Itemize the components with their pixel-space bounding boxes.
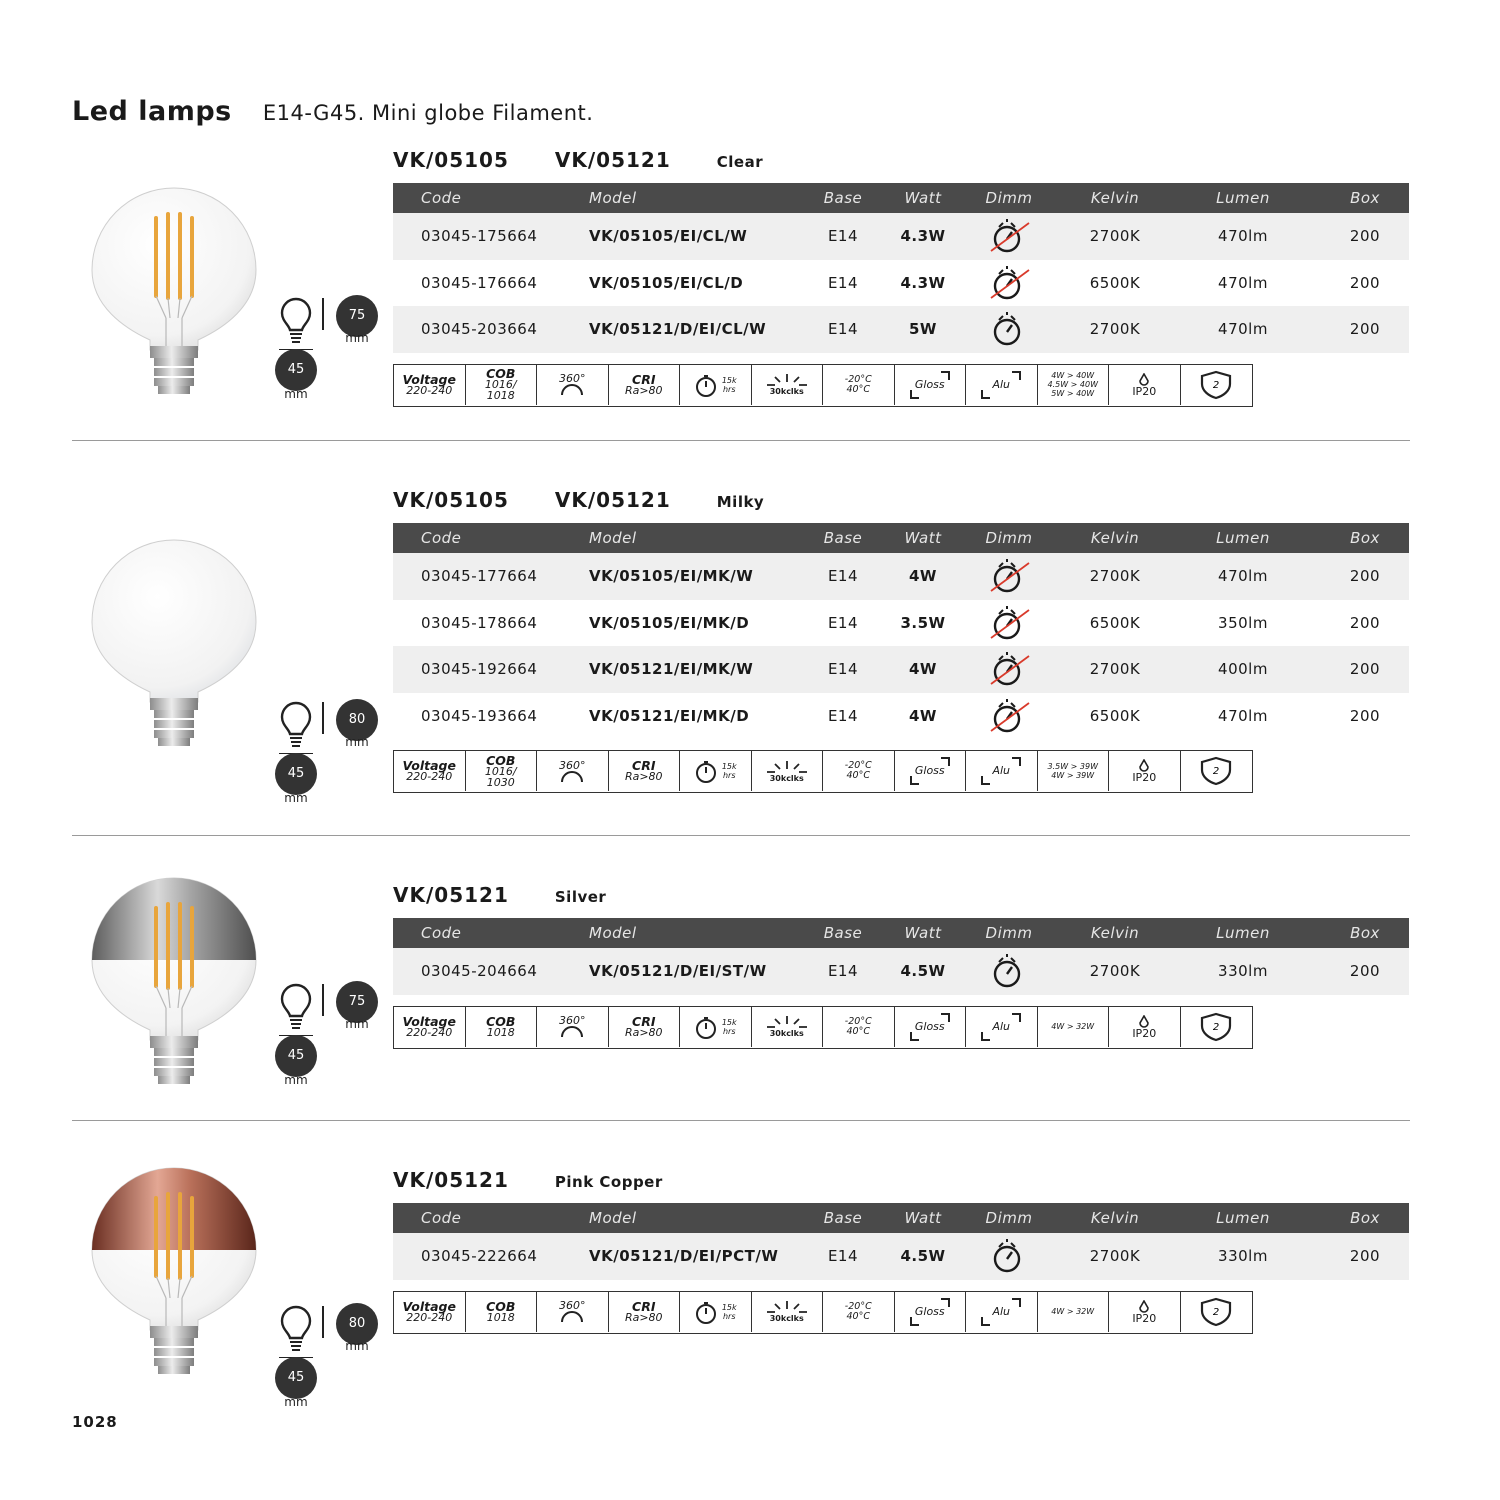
not-dimmable-icon [986,265,1032,301]
model-series: VK/05121 [554,488,671,512]
bulb-image [74,868,274,1093]
cell-model: VK/05105/EI/MK/W [559,553,793,600]
table-row [393,1233,1409,1280]
gloss-badge: Gloss [895,751,967,791]
voltage-badge: Voltage 220-240 [394,1007,466,1047]
section-heading [393,148,763,172]
model-series: VK/05121 [554,148,671,172]
column-header: Dimm [953,918,1065,948]
beam-angle-icon [559,771,585,783]
cell-watt: 4W [893,693,953,740]
column-header: Box [1321,183,1409,213]
column-header: Kelvin [1065,1203,1165,1233]
cell-kelvin: 2700K [1065,646,1165,693]
column-header: Box [1321,523,1409,553]
cell-kelvin: 2700K [1065,306,1165,353]
cell-kelvin: 2700K [1065,553,1165,600]
cell-base: E14 [793,1233,893,1280]
lifetime-badge: 15k hrs [680,1007,752,1047]
cri-badge: CRI Ra>80 [609,365,681,405]
cell-code: 03045-222664 [393,1233,559,1280]
height-bar [322,1306,324,1338]
cell-model: VK/05121/D/EI/PCT/W [559,1233,793,1280]
bulb-image [74,1158,274,1383]
column-header: Model [559,523,793,553]
table-row [393,306,1409,353]
alu-badge: Alu [966,365,1038,405]
cell-box: 200 [1321,306,1409,353]
cell-dimm [953,260,1065,307]
column-header: Model [559,1203,793,1233]
column-header: Base [793,523,893,553]
section-heading [393,488,764,512]
bulb-image [74,530,274,755]
water-drop-icon [1138,1300,1150,1313]
svg-text:2: 2 [1213,766,1220,777]
column-header: Kelvin [1065,523,1165,553]
switch-cycles-icon [765,1300,809,1314]
column-header: Kelvin [1065,183,1165,213]
diameter-unit: mm [284,791,308,805]
column-header: Code [393,918,559,948]
cell-model: VK/05105/EI/CL/W [559,213,793,260]
height-bar [322,298,324,330]
diameter-value: 45 [275,1357,317,1399]
cell-lumen: 470lm [1165,553,1321,600]
switch-cycles-icon [765,1015,809,1029]
cell-box: 200 [1321,693,1409,740]
cob-badge: COB 1018 [466,1007,538,1047]
diameter-unit: mm [284,1073,308,1087]
height-unit: mm [345,331,369,345]
column-header: Watt [893,918,953,948]
spec-table [393,918,1409,995]
bulb-outline-icon [276,296,316,344]
temperature-badge: -20°C 40°C [823,1292,895,1332]
cob-badge: COB 1018 [466,1292,538,1332]
page-number: 1028 [72,1413,118,1431]
column-header: Dimm [953,523,1065,553]
cell-model: VK/05121/EI/MK/D [559,693,793,740]
cell-code: 03045-177664 [393,553,559,600]
dimmable-icon [986,953,1032,989]
column-header: Dimm [953,1203,1065,1233]
dimmable-icon [986,311,1032,347]
cell-lumen: 470lm [1165,260,1321,307]
svg-text:2: 2 [1213,1021,1220,1033]
cell-dimm [953,600,1065,647]
bulb-outline-icon [276,982,316,1030]
beam-angle-icon [559,1026,585,1038]
warranty-badge [1181,751,1253,791]
lifetime-badge: 15k hrs [680,365,752,405]
spec-table [393,523,1409,739]
height-unit: mm [345,735,369,749]
cell-kelvin: 2700K [1065,948,1165,995]
not-dimmable-icon [986,698,1032,734]
column-header: Code [393,523,559,553]
height-value: 80 [336,699,378,741]
diameter-value: 45 [275,349,317,391]
column-header: Dimm [953,183,1065,213]
beam-angle-icon [559,384,585,396]
section-divider [72,835,1410,836]
gloss-badge: Gloss [895,1007,967,1047]
cell-watt: 4.5W [893,948,953,995]
column-header: Watt [893,183,953,213]
warranty-shield-icon [1198,1012,1234,1042]
column-header: Code [393,1203,559,1233]
cob-badge: COB 1016/ 1018 [466,365,538,405]
cell-box: 200 [1321,948,1409,995]
switch-cycles-badge: 30kclks [752,751,824,791]
cell-model: VK/05105/EI/CL/D [559,260,793,307]
cell-code: 03045-192664 [393,646,559,693]
table-header-row [393,918,1409,948]
beam-angle-icon [559,1311,585,1323]
height-bar [322,984,324,1016]
voltage-badge: Voltage 220-240 [394,751,466,791]
bulb-image [74,1158,274,1383]
height-value: 80 [336,1303,378,1345]
model-series: VK/05105 [393,488,509,512]
cell-code: 03045-176664 [393,260,559,307]
section-heading [393,883,606,907]
switch-cycles-icon [765,760,809,774]
cell-lumen: 470lm [1165,213,1321,260]
dimmable-icon [986,1238,1032,1274]
temperature-badge: -20°C 40°C [823,751,895,791]
switch-cycles-badge: 30kclks [752,365,824,405]
cell-dimm [953,213,1065,260]
equivalence-badge: 4W > 32W [1038,1292,1110,1332]
bulb-image [74,868,274,1093]
svg-text:2: 2 [1213,1306,1220,1318]
warranty-shield-icon [1198,370,1234,400]
beam-angle-badge: 360° [537,1007,609,1047]
column-header: Lumen [1165,1203,1321,1233]
table-row [393,213,1409,260]
cell-kelvin: 6500K [1065,600,1165,647]
cell-watt: 4W [893,553,953,600]
cell-model: VK/05105/EI/MK/D [559,600,793,647]
column-header: Code [393,183,559,213]
spec-table [393,1203,1409,1280]
equivalence-badge: 3.5W > 39W 4W > 39W [1038,751,1110,791]
cell-base: E14 [793,948,893,995]
cell-lumen: 470lm [1165,693,1321,740]
warranty-shield-icon [1198,756,1234,786]
table-row [393,260,1409,307]
temperature-badge: -20°C 40°C [823,1007,895,1047]
column-header: Lumen [1165,523,1321,553]
cell-code: 03045-203664 [393,306,559,353]
section-divider [72,1120,1410,1121]
diameter-unit: mm [284,1395,308,1409]
cell-kelvin: 6500K [1065,693,1165,740]
height-unit: mm [345,1017,369,1031]
diameter-unit: mm [284,387,308,401]
cell-box: 200 [1321,260,1409,307]
lifetime-badge: 15k hrs [680,1292,752,1332]
cell-watt: 3.5W [893,600,953,647]
cell-kelvin: 2700K [1065,1233,1165,1280]
cell-base: E14 [793,693,893,740]
cell-code: 03045-175664 [393,213,559,260]
not-dimmable-icon [986,605,1032,641]
section-heading [393,1168,663,1192]
column-header: Box [1321,1203,1409,1233]
water-drop-icon [1138,1015,1150,1028]
column-header: Base [793,918,893,948]
diameter-value: 45 [275,1035,317,1077]
cell-base: E14 [793,646,893,693]
column-header: Lumen [1165,918,1321,948]
height-bar [322,702,324,734]
cell-watt: 4.3W [893,213,953,260]
finish-variant: Milky [716,493,765,511]
cell-dimm [953,948,1065,995]
voltage-badge: Voltage 220-240 [394,1292,466,1332]
stopwatch-icon [694,1015,718,1039]
height-value: 75 [336,295,378,337]
cell-base: E14 [793,260,893,307]
temperature-badge: -20°C 40°C [823,365,895,405]
cell-box: 200 [1321,600,1409,647]
column-header: Model [559,918,793,948]
equivalence-badge: 4W > 40W 4.5W > 40W 5W > 40W [1038,365,1110,405]
ip-rating-badge: IP20 [1109,1292,1181,1332]
warranty-badge [1181,365,1253,405]
table-row [393,553,1409,600]
switch-cycles-badge: 30kclks [752,1007,824,1047]
table-row [393,646,1409,693]
cell-base: E14 [793,213,893,260]
cell-kelvin: 2700K [1065,213,1165,260]
cell-lumen: 470lm [1165,306,1321,353]
table-header-row [393,1203,1409,1233]
model-series: VK/05105 [393,148,509,172]
lifetime-badge: 15k hrs [680,751,752,791]
stopwatch-icon [694,1300,718,1324]
column-header: Base [793,1203,893,1233]
cell-box: 200 [1321,1233,1409,1280]
ip-rating-badge: IP20 [1109,365,1181,405]
spec-badges [393,364,1253,407]
not-dimmable-icon [986,558,1032,594]
bulb-outline-icon [276,1304,316,1352]
stopwatch-icon [694,759,718,783]
spec-badges [393,1006,1253,1049]
cell-watt: 4.3W [893,260,953,307]
warranty-badge [1181,1007,1253,1047]
bulb-image [74,178,274,403]
ip-rating-badge: IP20 [1109,751,1181,791]
table-row [393,600,1409,647]
alu-badge: Alu [966,751,1038,791]
column-header: Model [559,183,793,213]
cell-watt: 4W [893,646,953,693]
cell-box: 200 [1321,646,1409,693]
cell-watt: 5W [893,306,953,353]
cell-kelvin: 6500K [1065,260,1165,307]
cell-base: E14 [793,600,893,647]
cell-box: 200 [1321,213,1409,260]
gloss-badge: Gloss [895,365,967,405]
cell-model: VK/05121/D/EI/CL/W [559,306,793,353]
spec-badges [393,1291,1253,1334]
cell-lumen: 330lm [1165,948,1321,995]
cri-badge: CRI Ra>80 [609,751,681,791]
cri-badge: CRI Ra>80 [609,1007,681,1047]
cell-watt: 4.5W [893,1233,953,1280]
alu-badge: Alu [966,1007,1038,1047]
cell-code: 03045-193664 [393,693,559,740]
cell-model: VK/05121/EI/MK/W [559,646,793,693]
svg-text:2: 2 [1213,379,1220,391]
cell-dimm [953,693,1065,740]
cell-code: 03045-178664 [393,600,559,647]
cell-dimm [953,1233,1065,1280]
stopwatch-icon [694,373,718,397]
cell-lumen: 350lm [1165,600,1321,647]
switch-cycles-badge: 30kclks [752,1292,824,1332]
water-drop-icon [1138,373,1150,386]
cell-box: 200 [1321,553,1409,600]
column-header: Lumen [1165,183,1321,213]
finish-variant: Pink Copper [554,1173,663,1191]
bulb-image [74,530,274,755]
bulb-outline-icon [276,700,316,748]
model-series: VK/05121 [393,1168,509,1192]
not-dimmable-icon [986,651,1032,687]
gloss-badge: Gloss [895,1292,967,1332]
bulb-image [74,178,274,403]
cri-badge: CRI Ra>80 [609,1292,681,1332]
diameter-value: 45 [275,753,317,795]
table-row [393,948,1409,995]
spec-table [393,183,1409,353]
page-title-subtitle: E14-G45. Mini globe Filament. [262,101,594,125]
alu-badge: Alu [966,1292,1038,1332]
warranty-shield-icon [1198,1297,1234,1327]
beam-angle-badge: 360° [537,365,609,405]
spec-badges [393,750,1253,793]
ip-rating-badge: IP20 [1109,1007,1181,1047]
height-unit: mm [345,1339,369,1353]
cell-lumen: 330lm [1165,1233,1321,1280]
not-dimmable-icon [986,218,1032,254]
table-row [393,693,1409,740]
cell-dimm [953,646,1065,693]
page-title [72,96,593,127]
cell-dimm [953,553,1065,600]
height-value: 75 [336,981,378,1023]
beam-angle-badge: 360° [537,751,609,791]
warranty-badge [1181,1292,1253,1332]
column-header: Watt [893,523,953,553]
cob-badge: COB 1016/ 1030 [466,751,538,791]
equivalence-badge: 4W > 32W [1038,1007,1110,1047]
cell-dimm [953,306,1065,353]
page-title-main: Led lamps [72,96,232,127]
finish-variant: Silver [554,888,607,906]
model-series: VK/05121 [393,883,509,907]
column-header: Base [793,183,893,213]
beam-angle-badge: 360° [537,1292,609,1332]
cell-base: E14 [793,553,893,600]
switch-cycles-icon [765,373,809,387]
column-header: Box [1321,918,1409,948]
section-divider [72,440,1410,441]
table-header-row [393,523,1409,553]
column-header: Watt [893,1203,953,1233]
cell-code: 03045-204664 [393,948,559,995]
column-header: Kelvin [1065,918,1165,948]
voltage-badge: Voltage 220-240 [394,365,466,405]
cell-model: VK/05121/D/EI/ST/W [559,948,793,995]
table-header-row [393,183,1409,213]
finish-variant: Clear [716,153,764,171]
cell-base: E14 [793,306,893,353]
cell-lumen: 400lm [1165,646,1321,693]
